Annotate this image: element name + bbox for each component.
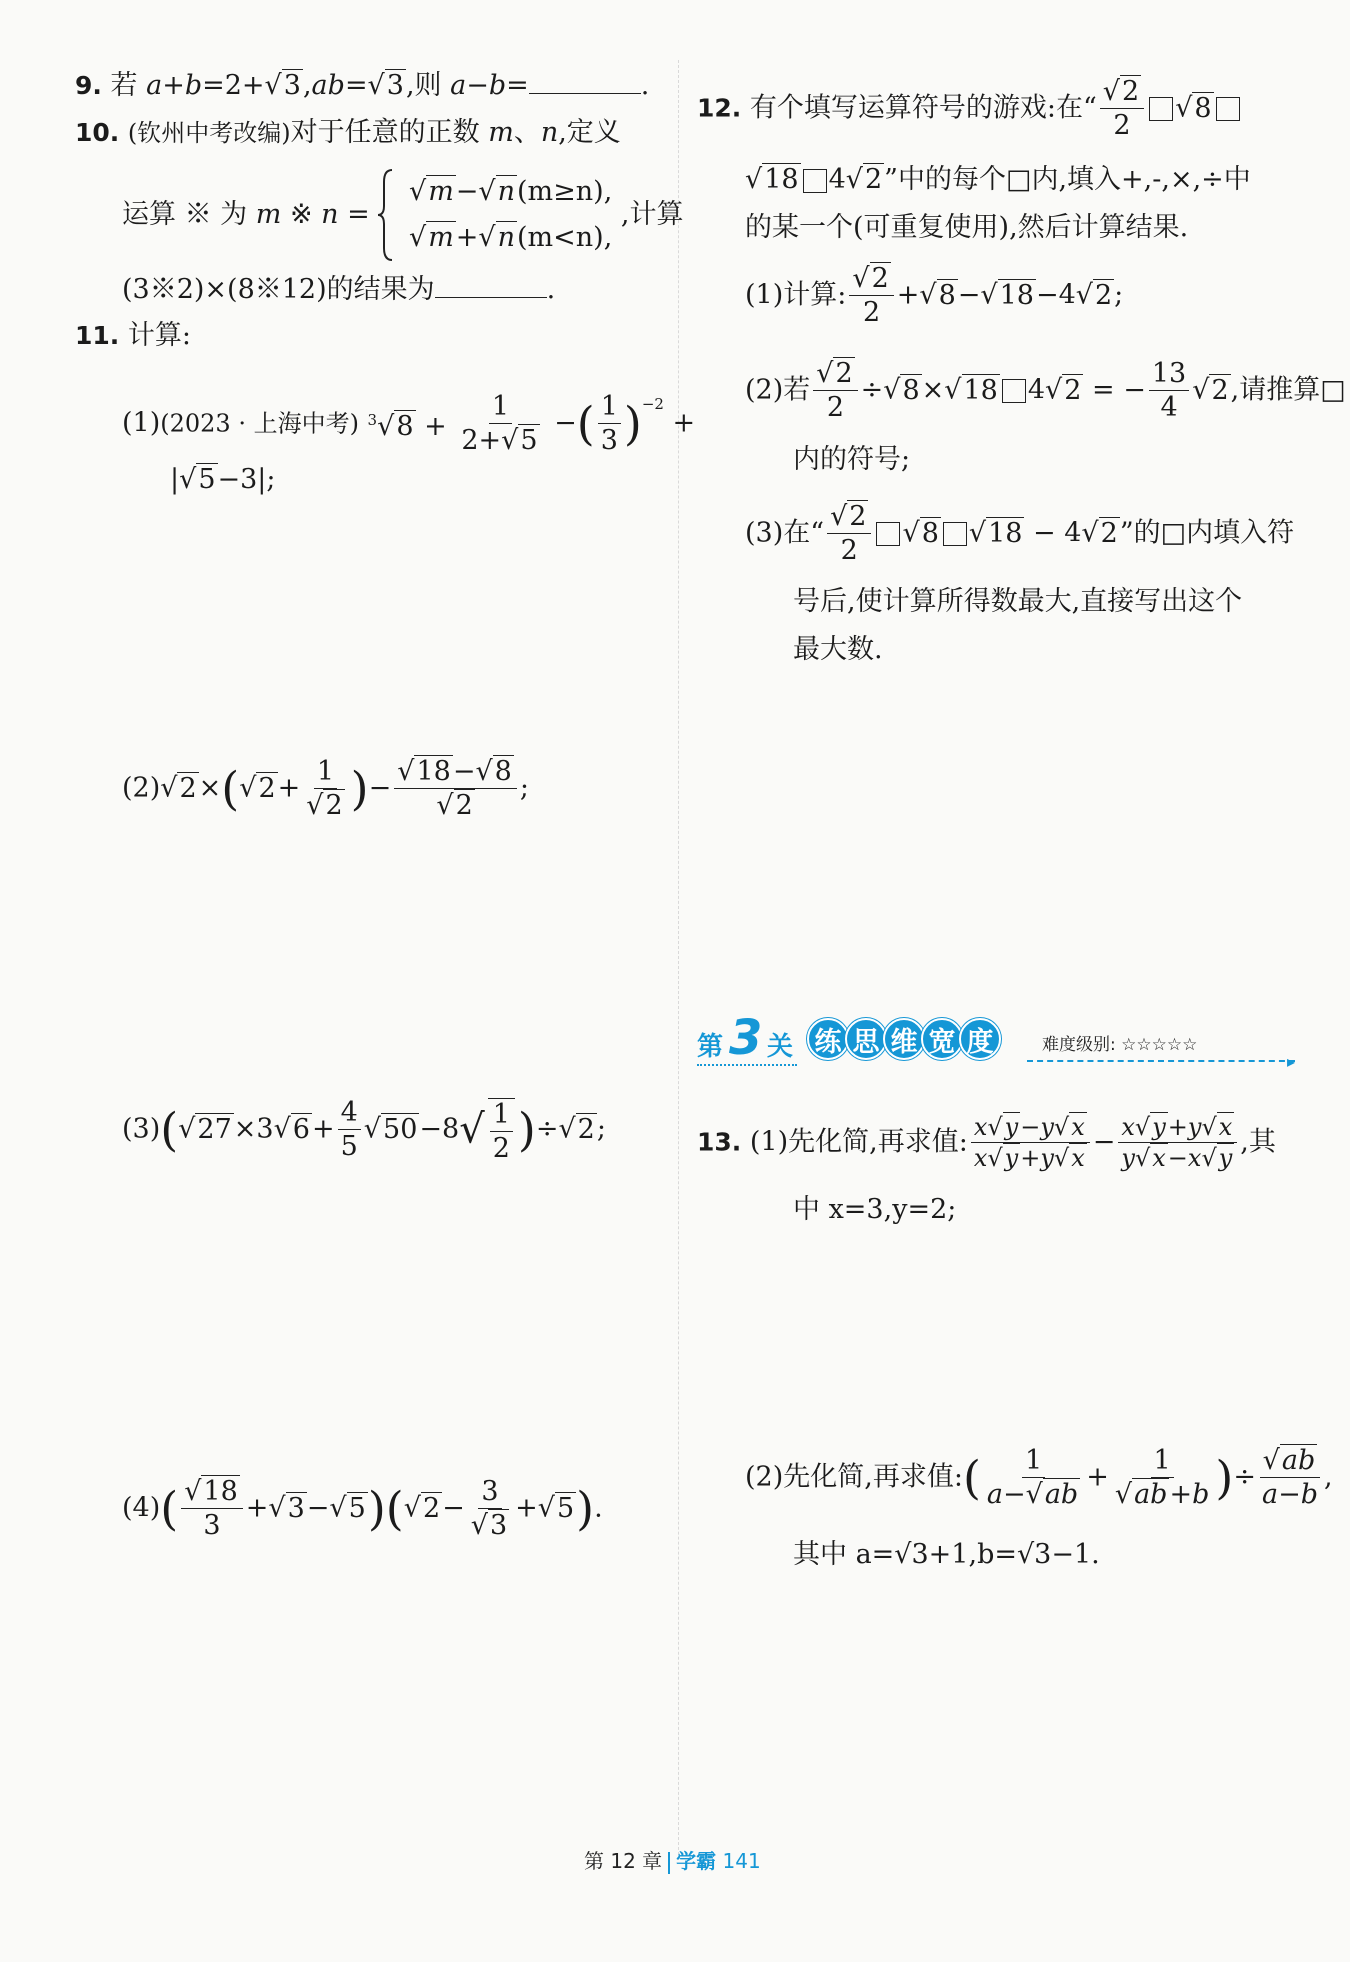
question-10-definition: 运算 ※ 为 m ※ n = √m−√n(m≥n), √m+√n(m<n), ,计算: [122, 168, 683, 262]
section-banner: [697, 1010, 1296, 1071]
q13-p1-tail: ,其: [1240, 1126, 1276, 1158]
question-10-expression: [122, 270, 555, 310]
chapter-label: 第 12 章: [584, 1849, 663, 1873]
banner-guan: 关: [767, 1032, 794, 1062]
answer-blank[interactable]: [435, 277, 547, 298]
question-source: (2023 · 上海中考): [160, 409, 359, 438]
question-10: [75, 113, 621, 153]
banner-underline: [697, 1064, 797, 1066]
q11-title: 计算:: [127, 320, 191, 351]
part-label: (2)先化简,再求值:: [745, 1461, 963, 1493]
question-11-part-2: (2)√2×(√2+ $\frac{1}{√2}$ )− $\frac{√18-√8}{√2}$ ;: [122, 756, 529, 821]
question-12-line3: [745, 208, 1188, 248]
question-13-part-2: (2)先化简,再求值:( $\frac{1}{a-√ab}$ + $\frac{1}{√ab+b}$ )÷ $\frac{√ab}{a-b}$ ,: [745, 1445, 1333, 1510]
banner-char: 度: [959, 1018, 1001, 1060]
banner-di: 第: [697, 1032, 724, 1062]
question-12: 12. 有个填写运算符号的游戏:在“ $\frac{√2}{2}$ √8: [697, 78, 1242, 139]
question-9: 9. 若 a+b=2+√3,ab=√3,则 a−b= .: [75, 70, 650, 101]
banner-char: 思: [845, 1018, 887, 1060]
blank-box[interactable]: [1216, 97, 1240, 121]
question-number: 13.: [697, 1127, 742, 1157]
q10-calc: ,计算: [620, 199, 684, 230]
page-footer: [584, 1845, 761, 1874]
difficulty-level: 难度级别: ☆☆☆☆☆: [1042, 1035, 1198, 1055]
part-label: (1)先化简,再求值:: [749, 1126, 968, 1158]
question-11-part-4: (4)( $\frac{√18}{3}$ +√3−√5)(√2− $\frac{3}{√3}$ +√5).: [122, 1476, 603, 1541]
part-label: (4): [122, 1492, 161, 1524]
q9-lead: 若: [110, 70, 138, 101]
part-label: (2): [122, 772, 161, 804]
q10-text: 对于任意的正数: [290, 117, 480, 148]
column-divider: [678, 60, 679, 1860]
var-n: n: [540, 117, 559, 148]
question-12-part-3: (3)在“ $\frac{√2}{2}$ √8 √18 − 4√2”的□内填入符: [745, 501, 1295, 566]
q12-text3: 的某一个(可重复使用),然后计算结果.: [745, 212, 1189, 243]
question-12-part-1: (1)计算: $\frac{√2}{2}$ +√8−√18−4√2;: [745, 263, 1124, 328]
q10-expr: (3※2)×(8※12)的结果为: [122, 274, 435, 305]
blank-box[interactable]: [1002, 379, 1026, 403]
q12-p2-line2: 内的符号;: [793, 444, 911, 475]
q10-end: .: [546, 274, 556, 305]
case-1: (m≥n),: [517, 176, 613, 207]
q12-p2-tail: ,请推算□: [1230, 374, 1346, 406]
q12-p3-tail: ”的□内填入符: [1119, 517, 1295, 549]
banner-dash-line: [1027, 1060, 1295, 1062]
q10-text2: ,定义: [558, 117, 621, 148]
var-m: m: [488, 117, 514, 148]
blank-box[interactable]: [876, 522, 900, 546]
part-label: (1): [122, 407, 161, 439]
part-label: (1)计算:: [745, 279, 847, 311]
page-number: 141: [722, 1849, 761, 1873]
question-13-part-1-line2: [793, 1190, 956, 1230]
banner-char: 练: [807, 1018, 849, 1060]
q9-then: ,则: [405, 70, 442, 101]
q10-op-text: 运算 ※ 为: [122, 199, 248, 230]
q10-sep: 、: [513, 117, 541, 148]
question-12-part-3-line2: [793, 582, 1242, 622]
part-label: (3): [122, 1113, 161, 1145]
question-12-line2: √18 4√2”中的每个□内,填入+,-,×,÷中: [745, 164, 1251, 195]
footer-separator: [668, 1852, 670, 1874]
banner-number: 3: [729, 1010, 763, 1066]
blank-box[interactable]: [943, 522, 967, 546]
q12-p3-line3: 最大数.: [793, 634, 883, 665]
case-2: (m<n),: [517, 222, 613, 253]
part-label: (2)若: [745, 374, 811, 406]
q13-p1-line2: 中 x=3,y=2;: [793, 1194, 957, 1225]
banner-char: 宽: [921, 1018, 963, 1060]
q13-p2-line2: 其中 a=√3+1,b=√3−1.: [793, 1539, 1100, 1570]
blank-box[interactable]: [1149, 97, 1173, 121]
part-label: (3)在“: [745, 517, 825, 549]
q9-tail: .: [640, 70, 650, 101]
question-number: 11.: [75, 321, 120, 350]
question-12-part-2-line2: [793, 440, 910, 480]
question-number: 12.: [697, 93, 742, 123]
blank-box[interactable]: [803, 169, 827, 193]
question-13-part-1: 13. (1)先化简,再求值: $\frac{x√y-y√x}{x√y+y√x}$ − $\frac{x√y+y√x}{y√x-x√y}$ ,其: [697, 1113, 1276, 1172]
question-number: 9.: [75, 71, 102, 100]
question-11-part-1: (1)(2023 · 上海中考) $^3$√8 + $\frac{1}{2+√5}$ −( $\frac{1}{3}$ )$^{-2}$ +: [122, 391, 696, 456]
question-number: 10.: [75, 118, 120, 147]
q9-comma: ,: [302, 70, 312, 101]
question-source: (钦州中考改编): [127, 119, 291, 147]
q12-text2: ”中的每个□内,填入+,-,×,÷中: [884, 164, 1251, 195]
banner-title: [807, 1018, 997, 1060]
answer-blank[interactable]: [529, 73, 641, 94]
brand-name: 学霸: [676, 1849, 717, 1873]
q12-text: 有个填写运算符号的游戏:在“: [749, 92, 1097, 124]
question-13-part-2-line2: [793, 1535, 1100, 1575]
brace-icon: [378, 168, 396, 262]
question-11: [75, 316, 191, 356]
question-12-part-3-line3: [793, 630, 883, 670]
q12-p3-line2: 号后,使计算所得数最大,直接写出这个: [793, 586, 1243, 617]
question-11-part-1-line2: |√5−3|;: [170, 464, 276, 495]
question-12-part-2: (2)若 $\frac{√2}{2}$ ÷√8×√18 4√2 = − $\frac{13}{4}$ √2,请推算□: [745, 358, 1346, 423]
arrow-right-icon: ▸: [1287, 1052, 1296, 1071]
banner-char: 维: [883, 1018, 925, 1060]
question-11-part-3: (3)(√27×3√6+ $\frac{4}{5}$ √50−8√ $\frac{1}{2}$ )÷√2;: [122, 1097, 606, 1164]
